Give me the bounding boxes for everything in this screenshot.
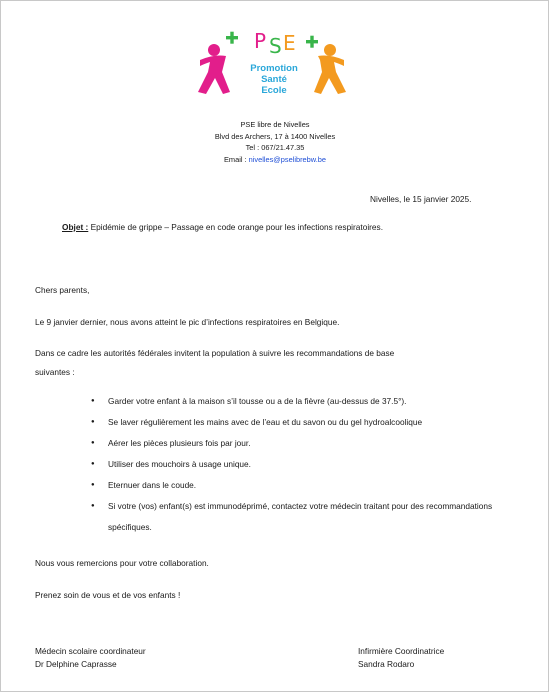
green-plus-icon <box>226 32 238 44</box>
object-text: Epidémie de grippe – Passage en code orange pour les infections respiratoires. <box>88 222 383 232</box>
left-signature-title: Médecin scolaire coordinateur <box>35 646 146 656</box>
org-email-line <box>180 154 370 166</box>
org-address: Blvd des Archers, 17 à 1400 Nivelles <box>214 131 336 141</box>
org-phone: Tel : 067/21.47.35 <box>245 143 305 153</box>
list-item: ● Eternuer dans le coude. <box>88 480 518 490</box>
list-item: ● Garder votre enfant à la maison s’il tousse ou a de la fièvre (au-dessus de 37.5°). <box>88 396 518 406</box>
org-name: PSE libre de Nivelles <box>240 120 310 129</box>
right-signature-name: Sandra Rodaro <box>358 659 415 669</box>
pink-figure-icon <box>198 44 230 94</box>
recommendations-list <box>88 396 518 540</box>
paragraph-2-line-1: Dans ce cadre les autorités fédérales invitent la population à suivre les recommandations de base <box>35 348 395 358</box>
logo-letter-e: E <box>283 31 296 55</box>
list-item: ● Se laver régulièrement les mains avec de l’eau et du savon ou du gel hydroalcoolique <box>88 417 518 427</box>
letter-date: Nivelles, le 15 janvier 2025. <box>370 194 472 204</box>
logo-line3: Ecole <box>261 85 287 96</box>
orange-figure-icon <box>314 44 346 94</box>
thanks-line: Nous vous remercions pour votre collaboration. <box>35 558 209 568</box>
email-link[interactable]: nivelles@pselibrebw.be <box>248 154 326 164</box>
left-signature-name: Dr Delphine Caprasse <box>35 659 117 669</box>
list-item: ● Aérer les pièces plusieurs fois par jour. <box>88 438 518 448</box>
logo-letter-s: S <box>269 34 282 58</box>
green-plus-icon <box>306 36 318 48</box>
greeting: Chers parents, <box>35 285 90 295</box>
list-item: ● Utiliser des mouchoirs à usage unique. <box>88 459 518 469</box>
right-signature-title: Infirmière Coordinatrice <box>358 646 445 656</box>
paragraph-1: Le 9 janvier dernier, nous avons atteint le pic d’infections respiratoires en Belgique. <box>35 317 340 327</box>
email-label: Email : <box>224 154 249 164</box>
org-header <box>180 119 370 165</box>
logo-line2: Santé <box>261 74 287 85</box>
pse-logo <box>192 26 352 98</box>
object-label: Objet : <box>62 222 89 232</box>
letter-object <box>62 222 383 232</box>
list-item: ● Si votre (vos) enfant(s) est immunodéprimé, contactez votre médecin traitant pour des recommandations spécifiques. <box>88 496 518 538</box>
logo-letter-p: P <box>254 29 267 53</box>
paragraph-2-line-2: suivantes : <box>35 367 75 377</box>
care-line: Prenez soin de vous et de vos enfants ! <box>35 590 181 600</box>
logo-line1: Promotion <box>250 63 298 74</box>
